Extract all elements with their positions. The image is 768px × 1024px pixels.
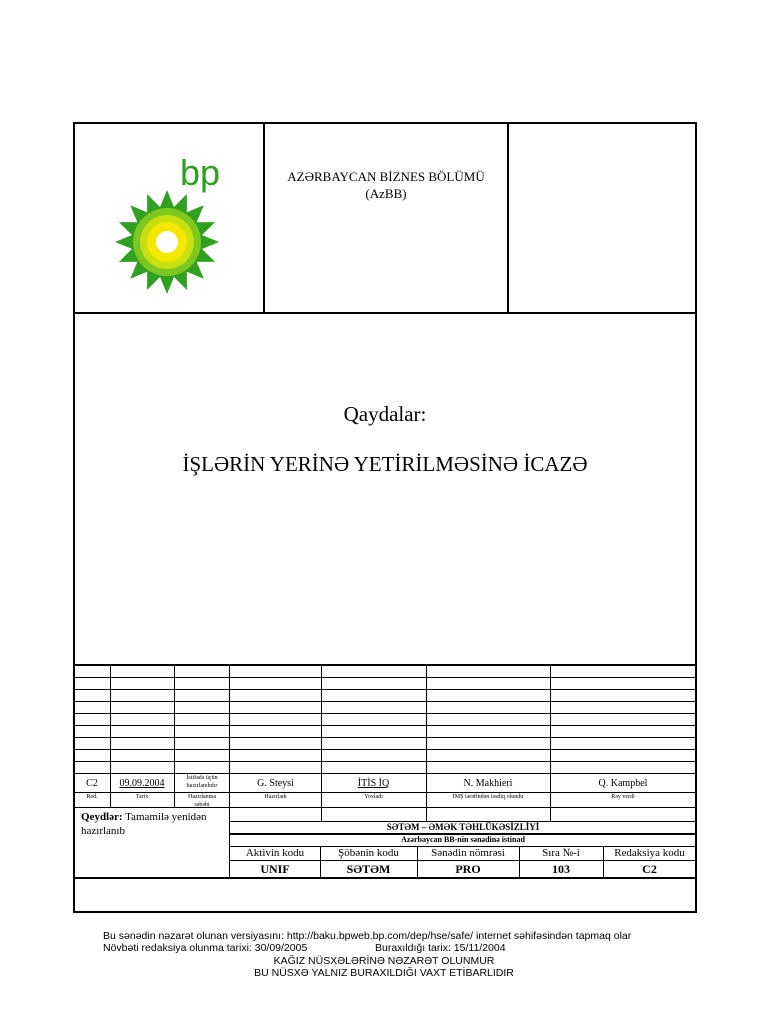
value-revision-code: C2 (642, 862, 657, 876)
notes-label: Qeydlər: (81, 811, 123, 823)
label-prepared: Hazırladı (264, 794, 287, 800)
header-bottom-line (73, 312, 697, 314)
label-date: Tarix (135, 794, 149, 800)
rev-reason: İstifadə üçün hazırlanıbdır (186, 775, 218, 789)
grid-row-line (74, 689, 696, 690)
org-abbrev: (AzBB) (365, 186, 407, 201)
header-divider-1 (263, 122, 265, 314)
rev-date: 09.09.2004 (119, 778, 165, 789)
doc-title-label: Qaydalar: (343, 402, 427, 426)
grid-row-line (74, 773, 696, 774)
footer-validity: BU NÜSXƏ YALNIZ BURAXILDIĞI VAXT ETİBARLIDIR (254, 967, 514, 979)
rev-approved: N. Makhieri (463, 778, 513, 789)
notes (81, 811, 207, 823)
label-approved: İMŞ tərəfindən təsdiq olundu (452, 794, 524, 800)
grid-bottom-line (73, 877, 697, 879)
footer-next-revision: Növbəti redaksiya olunma tarixi: 30/09/2005 (103, 942, 308, 954)
header-revision-code: Redaksiya kodu (614, 847, 685, 859)
value-asset-code: UNIF (260, 862, 290, 876)
org-name: AZƏRBAYCAN BİZNES BÖLÜMÜ (287, 169, 485, 184)
grid-col-line (174, 664, 175, 807)
rev-reviewed: Q. Kampbel (598, 778, 648, 789)
header-dept-code: Şöbənin kodu (338, 847, 399, 859)
grid-top-line (73, 664, 697, 666)
grid-row-line (74, 725, 696, 726)
grid-row-line (74, 737, 696, 738)
label-reason: Hazırlanma səbəbi (188, 794, 216, 808)
value-doc-number: PRO (455, 862, 481, 876)
label-checked: Yoxladı (364, 794, 383, 800)
footer-url-line: Bu sənədin nəzarət olunan versiyasını: http://baku.bpweb.bp.com/dep/hse/safe/ internet səhifəsindən tapmaq olar (103, 930, 632, 942)
grid-row-line (74, 792, 696, 793)
rev-code: C2 (86, 778, 98, 789)
header-doc-number: Sənədin nömrəsi (431, 847, 505, 859)
header-divider-2 (507, 122, 509, 314)
grid-row-line (74, 761, 696, 762)
footer-issue-date: Buraxıldığı tarix: 15/11/2004 (375, 942, 506, 954)
grid-row-line (74, 701, 696, 702)
footer-uncontrolled: KAĞIZ NÜSXƏLƏRİNƏ NƏZARƏT OLUNMUR (273, 955, 495, 967)
doc-title: İŞLƏRİN YERİNƏ YETİRİLMƏSİNƏ İCAZƏ (182, 452, 588, 476)
grid-row-line (74, 677, 696, 678)
grid-row-line (74, 807, 696, 808)
label-rev: Red. (86, 794, 98, 800)
department: SƏTƏM – ƏMƏK TƏHLÜKƏSİZLİYİ (386, 822, 540, 832)
grid-row-line (229, 860, 696, 861)
bp-logo-text: bp (180, 152, 221, 193)
notes-text-1: Tamamilə yenidən (125, 811, 207, 823)
value-dept-code: SƏTƏM (346, 862, 391, 876)
label-reviewed: Rəy verdi (611, 794, 635, 800)
rev-prepared: G. Steysi (257, 778, 294, 789)
rev-checked: İTİS İQ (357, 778, 390, 789)
grid-row-line (74, 749, 696, 750)
notes-text-2: hazırlanıb (81, 825, 125, 837)
value-seq: 103 (552, 862, 570, 876)
bp-logo (105, 150, 225, 298)
basis: Azərbaycan BB-nin sənədinə istinad (401, 835, 525, 844)
header-asset-code: Aktivin kodu (245, 847, 305, 859)
header-seq: Sıra №-i (542, 847, 580, 859)
grid-row-line (74, 713, 696, 714)
